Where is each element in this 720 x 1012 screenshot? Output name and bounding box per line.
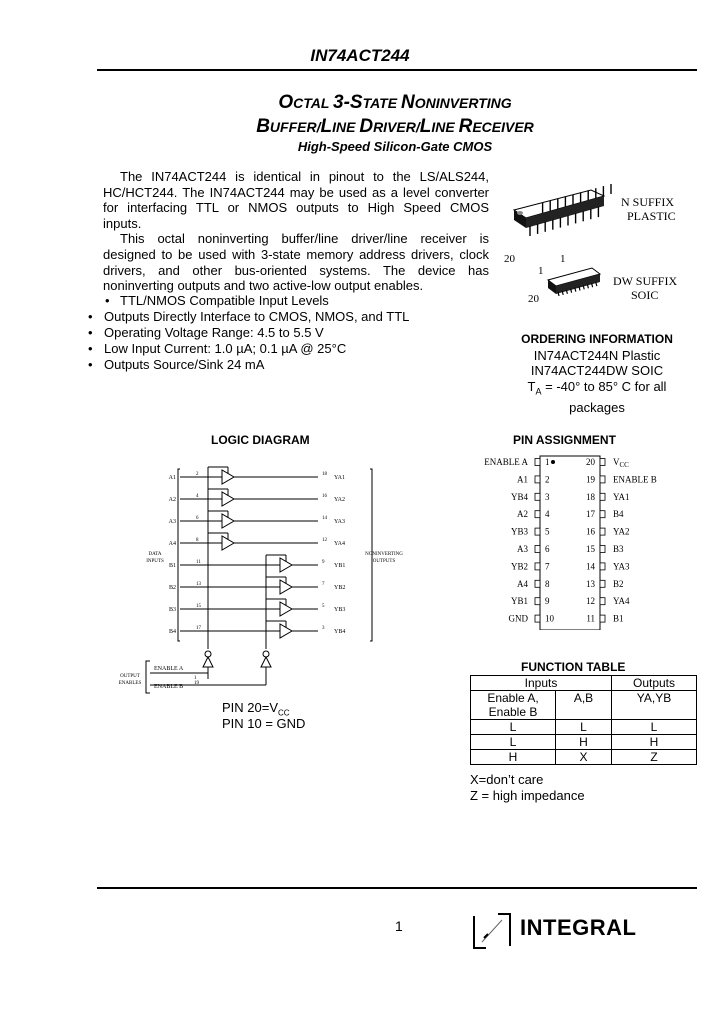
header-rule <box>97 69 697 71</box>
enable-a-pin: 1 <box>194 676 197 681</box>
data-inputs-label: DATA <box>148 552 162 557</box>
enable-b-label: ENABLE B <box>154 684 184 690</box>
feature-item: • Low Input Current: 1.0 µA; 0.1 µA @ 25°C <box>88 341 347 356</box>
pin-label-right: YA3 <box>613 561 630 572</box>
pin-pad <box>535 511 540 518</box>
pin-label-left: A2 <box>517 509 528 520</box>
logic-input-pin: 8 <box>196 538 199 543</box>
table-row <box>471 720 697 735</box>
logic-diagram-title: LOGIC DIAGRAM <box>211 433 310 447</box>
n-suffix-label: N SUFFIX <box>621 195 675 209</box>
pin-number-left: 7 <box>545 561 550 572</box>
logic-output-label: YB2 <box>334 585 346 591</box>
noninverting-outputs-label: OUTPUTS <box>372 559 396 564</box>
logic-input-label: B4 <box>168 629 176 635</box>
noninverting-outputs-label: NONINVERTING <box>365 552 403 557</box>
pin-pad <box>600 528 605 535</box>
subtitle: High-Speed Silicon-Gate CMOS <box>297 139 493 154</box>
ordering-line: IN74ACT244N Plastic <box>533 347 661 363</box>
logic-diagram <box>110 455 430 700</box>
output-enables-label: ENABLES <box>118 681 142 686</box>
pin-number-left: 8 <box>545 578 550 589</box>
pin-label-left: A3 <box>517 544 528 554</box>
logic-input-label: A3 <box>168 519 176 525</box>
logic-output-label: YB3 <box>334 607 346 613</box>
pin-number-left: 4 <box>545 509 550 520</box>
logic-input-pin: 4 <box>196 494 199 499</box>
pin-number-left: 1 <box>545 457 550 467</box>
pin-label-right: B4 <box>613 509 624 520</box>
page-number: 1 <box>395 918 403 934</box>
pin-pad <box>600 459 605 466</box>
logic-output-pin: 7 <box>322 582 325 587</box>
dw-suffix-label: DW SUFFIX <box>613 274 678 288</box>
n-package-type: PLASTIC <box>627 209 676 223</box>
dw-pin-20: 20 <box>528 293 539 305</box>
outputs-header: Outputs <box>612 676 697 691</box>
pin-number-left: 5 <box>545 526 550 537</box>
description-line: noninverting outputs and two active-low output enables. <box>103 278 424 294</box>
logic-output-label: YA2 <box>334 497 346 503</box>
description-line: for interfacing TTL or NMOS outputs to High Speed CMOS <box>103 200 489 216</box>
enable-header: Enable A, Enable B <box>471 691 556 720</box>
pin-label-right: B1 <box>613 613 624 624</box>
pin-pad <box>535 459 540 466</box>
description <box>103 169 489 294</box>
function-table-title: FUNCTION TABLE <box>521 660 626 674</box>
pin-pad <box>600 476 605 483</box>
pin-number-right: 11 <box>586 613 595 624</box>
table-cell: H <box>612 735 697 750</box>
ordering-info <box>497 332 697 416</box>
description-line: drivers, and other bus-oriented systems. The device has <box>103 262 489 278</box>
pin-label-right: YA2 <box>613 526 630 537</box>
pin-label-left: YB4 <box>510 491 528 502</box>
table-cell: Z <box>612 750 697 765</box>
soic-package-icon <box>548 268 600 296</box>
ordering-line: packages <box>569 399 625 415</box>
function-table <box>470 675 697 765</box>
description-line: This octal noninverting buffer/line driver/line receiver is <box>120 231 489 247</box>
logic-output-pin: 12 <box>322 538 327 543</box>
pin-label-left: ENABLE A <box>484 457 528 467</box>
pin-label-left: YB2 <box>510 561 528 572</box>
logic-output-pin: 5 <box>322 604 325 609</box>
ab-header: A,B <box>556 691 612 720</box>
title-line-2: BUFFER/LINE DRIVER/LINE RECEIVER <box>256 116 534 137</box>
description-line: HC/HCT244. The IN74ACT244 may be used as a level converter <box>103 184 489 200</box>
footer-rule <box>97 887 697 889</box>
pin-label-left: A4 <box>517 578 528 589</box>
table-cell: H <box>471 750 556 765</box>
table-cell: H <box>556 735 612 750</box>
logic-output-pin: 16 <box>322 494 327 499</box>
pin-pad <box>600 493 605 500</box>
pin-label-right: B2 <box>613 578 624 589</box>
logic-input-label: B1 <box>168 563 176 569</box>
logic-input-label: B2 <box>168 585 176 591</box>
pin-number-right: 18 <box>586 491 595 502</box>
output-enables-label: OUTPUT <box>120 674 140 679</box>
pin-label-right: B3 <box>613 544 624 554</box>
dip-package-icon <box>514 184 611 236</box>
ordering-title: ORDERING INFORMATION <box>521 332 673 346</box>
pin-label-right: ENABLE B <box>613 474 657 485</box>
logic-output-label: YB1 <box>334 563 346 569</box>
enable-a-label: ENABLE A <box>154 666 184 672</box>
n-pin-20: 20 <box>504 253 515 265</box>
pin-number-left: 10 <box>545 613 554 624</box>
logic-output-pin: 18 <box>322 472 327 477</box>
feature-item: • Outputs Source/Sink 24 mA <box>88 357 265 372</box>
pin-pad <box>535 493 540 500</box>
table-note: Z = high impedance <box>470 788 585 803</box>
pin-pad <box>535 598 540 605</box>
pin-number-right: 17 <box>586 509 595 520</box>
pin-pad <box>535 580 540 587</box>
pin-pad <box>600 598 605 605</box>
yayb-header: YA,YB <box>612 691 697 720</box>
enable-b-pin: 19 <box>194 681 199 686</box>
pin-label-left: GND <box>508 613 528 624</box>
pin-assignment-title: PIN ASSIGNMENT <box>513 433 616 447</box>
pin-number-left: 6 <box>545 544 550 554</box>
pin-number-right: 19 <box>586 474 595 485</box>
pin-pad <box>535 546 540 553</box>
logic-output-pin: 3 <box>322 626 325 631</box>
logic-input-label: A1 <box>168 475 176 481</box>
feature-item: • Outputs Directly Interface to CMOS, NMOS, and TTL <box>88 309 410 324</box>
enable-a-inverter <box>203 657 213 667</box>
pin-number-right: 13 <box>586 578 595 589</box>
pin-assignment-diagram <box>470 450 700 630</box>
pin10-note: PIN 10 = GND <box>222 716 306 731</box>
table-cell: L <box>471 735 556 750</box>
logic-input-pin: 17 <box>196 626 201 631</box>
table-cell: L <box>471 720 556 735</box>
logic-input-pin: 2 <box>196 472 199 477</box>
logic-input-label: B3 <box>168 607 176 613</box>
brand-name: INTEGRAL <box>520 915 637 940</box>
pin-number-right: 20 <box>586 457 595 467</box>
n-pin-1: 1 <box>538 265 544 277</box>
pin-label-right: YA4 <box>613 596 630 607</box>
pin-pad <box>600 511 605 518</box>
pin-label-right: $V_{CC}$ <box>613 457 629 469</box>
pin-number-right: 14 <box>586 561 595 572</box>
description-line: inputs. <box>103 215 142 231</box>
logic-output-label: YA3 <box>334 519 346 525</box>
part-number-header: IN74ACT244 <box>310 46 410 65</box>
pin-label-right: YA1 <box>613 491 630 502</box>
logic-output-pin: 14 <box>322 516 327 521</box>
pin-pad <box>600 563 605 570</box>
pin-number-right: 12 <box>586 596 595 607</box>
logic-output-pin: 9 <box>322 560 325 565</box>
pin-label-left: A1 <box>517 474 528 485</box>
pin1-marker <box>551 460 555 464</box>
feature-item: • Operating Voltage Range: 4.5 to 5.5 V <box>88 325 324 340</box>
pin-number-left: 2 <box>545 474 550 485</box>
pin-pad <box>535 615 540 622</box>
logic-input-label: A2 <box>168 497 176 503</box>
output-enables-bracket <box>146 661 150 693</box>
table-cell: L <box>556 720 612 735</box>
table-cell: X <box>556 750 612 765</box>
table-cell: L <box>612 720 697 735</box>
pin-pad <box>600 546 605 553</box>
pin-number-right: 16 <box>586 526 595 537</box>
pin-number-right: 15 <box>586 544 595 554</box>
table-note: X=don’t care <box>470 772 544 787</box>
pin-number-left: 9 <box>545 596 550 607</box>
pin-number-left: 3 <box>545 491 550 502</box>
dw-pin-1: 1 <box>560 253 566 265</box>
ordering-temp: $T_A = -40^\circ$ to 85° C for all <box>527 378 667 397</box>
title-line-1: OCTAL 3-STATE NONINVERTING <box>278 92 512 113</box>
ordering-line: IN74ACT244DW SOIC <box>530 363 664 379</box>
pin-pad <box>600 615 605 622</box>
logic-output-label: YA1 <box>334 475 346 481</box>
dw-package-type: SOIC <box>631 288 659 302</box>
description-line: designed to be used with 3-state memory address drivers, clock <box>103 246 489 262</box>
description-line: The IN74ACT244 is identical in pinout to the LS/ALS244, <box>120 169 489 184</box>
pin-label-left: YB1 <box>510 596 528 607</box>
table-row <box>471 735 697 750</box>
logic-input-pin: 13 <box>196 582 201 587</box>
pin-pad <box>535 528 540 535</box>
logic-output-label: YA4 <box>334 541 346 547</box>
pin-pad <box>535 563 540 570</box>
logic-input-label: A4 <box>168 541 176 547</box>
logic-input-pin: 11 <box>196 560 201 565</box>
logic-input-pin: 15 <box>196 604 201 609</box>
enable-b-inverter <box>261 657 271 667</box>
pin-pad <box>600 580 605 587</box>
logic-output-label: YB4 <box>334 629 346 635</box>
inputs-header: Inputs <box>471 676 612 691</box>
logic-input-pin: 6 <box>196 516 199 521</box>
table-row <box>471 750 697 765</box>
pin20-note: PIN $20=V_{CC}$ <box>222 700 290 718</box>
pin-label-left: YB3 <box>510 526 528 537</box>
integral-logo-icon <box>472 912 512 950</box>
feature-item: • TTL/NMOS Compatible Input Levels <box>105 293 329 308</box>
pin-pad <box>535 476 540 483</box>
data-inputs-label: INPUTS <box>146 559 164 564</box>
